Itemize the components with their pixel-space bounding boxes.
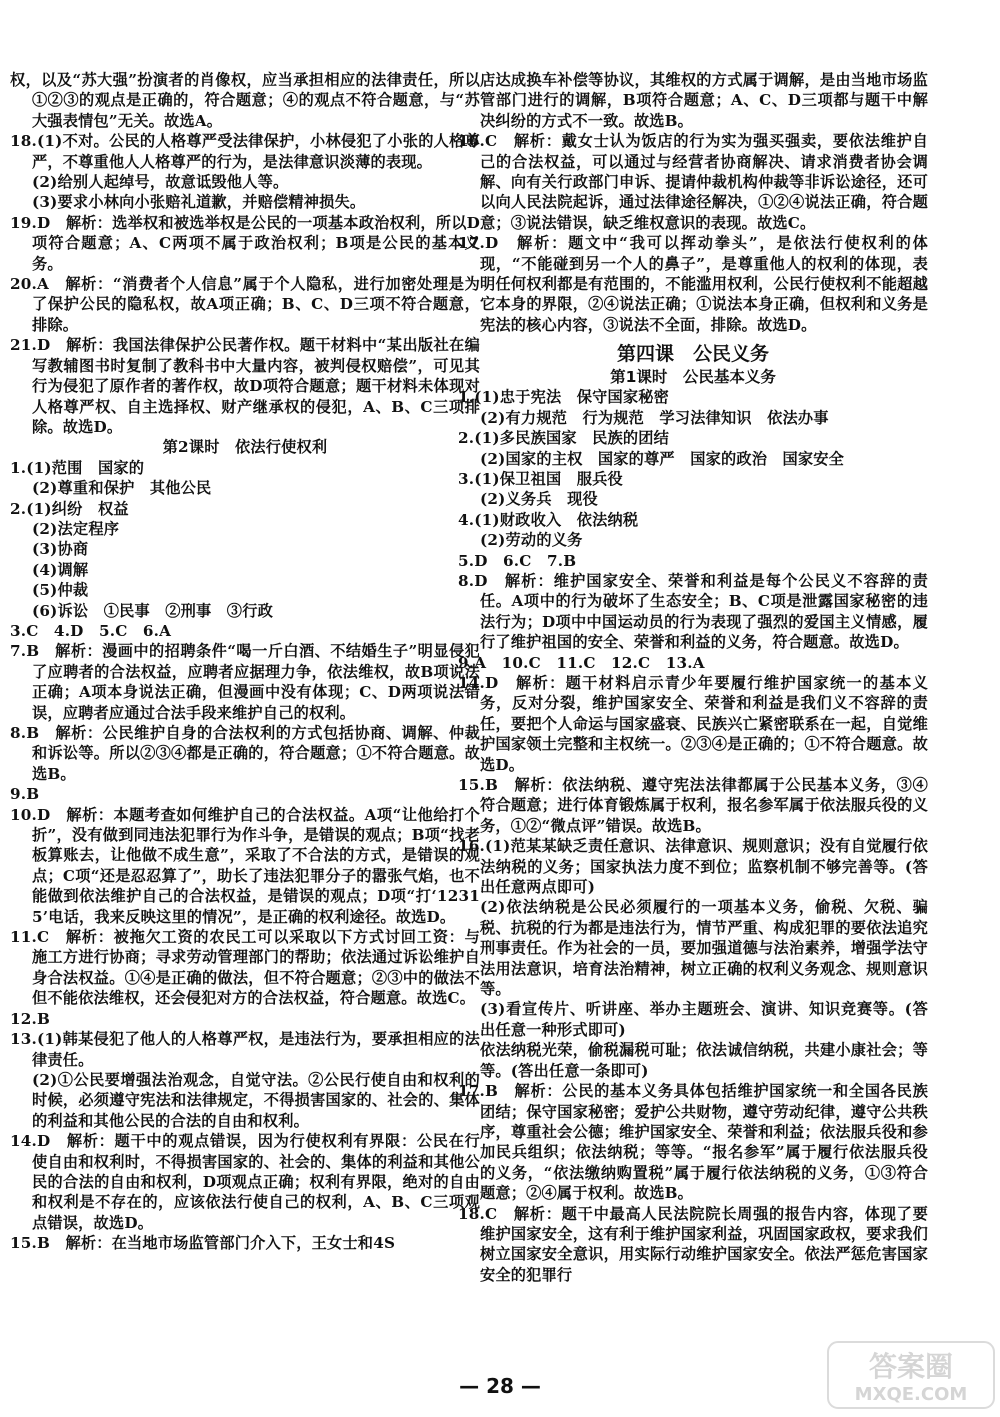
right-paragraph: (2)劳动的义务 <box>480 531 583 550</box>
left-paragraph: (2)①公民要增强法治观念，自觉守法。②公民行使自由和权利的时候，必须遵守宪法和法律规定，不得损害国家的、社会的、集体的利益和其他公民的合法的自由和权利。 <box>32 1070 480 1130</box>
left-paragraph: 3.C 4.D 5.C 6.A <box>10 621 172 640</box>
left-paragraph: (3)协商 <box>32 540 89 559</box>
left-paragraph: 20.A 解析：“消费者个人信息”属于个人隐私，进行加密处理是为了保护公民的隐私权，故A项正确；B、C、D三项不符合题意，排除。 <box>10 275 480 334</box>
right-paragraph: 5.D 6.C 7.B <box>458 551 577 570</box>
right-paragraph: (2)有力规范 行为规范 学习法律知识 依法办事 <box>480 408 829 427</box>
watermark-url: MXQE.COM <box>854 1384 968 1405</box>
left-paragraph: (3)要求小林向小张赔礼道歉，并赔偿精神损失。 <box>32 193 366 212</box>
left-paragraph: (2)尊重和保护 其他公民 <box>32 479 212 498</box>
right-paragraph: 17.D 解析：题文中“我可以挥动拳头”，是依法行使权利的体现，“不能碰到另一个人的鼻子”，是尊重他人的权利的体现，表明任何权利都是有范围的，不能滥用权利，公民行使权利不能超越它本身的界限，②④说法正确；①说法本身正确，但权利和义务是宪法的核心内容，③说法不全面，排除。故选D。 <box>458 234 928 334</box>
right-paragraph: 店达成换车补偿等协议，其维权的方式属于调解，是由当地市场监管部门进行的调解，B项符合题意；A、C、D三项都与题干中解决纠纷的方式不一致。故选B。 <box>480 71 928 130</box>
right-paragraph: 3.(1)保卫祖国 服兵役 <box>458 469 623 488</box>
left-paragraph: 1.(1)范围 国家的 <box>10 458 145 477</box>
left-paragraph: 7.B 解析：漫画中的招聘条件“喝一斤白酒、不结婚生子”明显侵犯了应聘者的合法权益，应聘者应据理力争，依法维权，故B项说法正确；A项本身说法正确，但漫画中没有体现；C、D两项说法错误，应聘者应通过合法手段来维护自己的权利。 <box>10 642 480 722</box>
right-paragraph: (2)义务兵 现役 <box>480 490 598 509</box>
left-paragraph: 权，以及“苏大强”扮演者的肖像权，应当承担相应的法律责任，所以①②③的观点是正确的，符合题意；④的观点不符合题意，与“苏大强表情包”无关。故选A。 <box>10 71 480 130</box>
watermark-title: 答案圈 <box>868 1350 954 1383</box>
left-paragraph: 9.B <box>10 785 40 804</box>
right-paragraph: 18.C 解析：题干中最高人民法院院长周强的报告内容，体现了要维护国家安全，这有利于维护国家利益，巩固国家政权，要求我们树立国家安全意识，用实际行动维护国家安全。依法严惩危害国家安全的犯罪行 <box>458 1204 928 1284</box>
left-paragraph: (4)调解 <box>32 560 89 579</box>
right-paragraph: (3)看宣传片、听讲座、举办主题班会、演讲、知识竞赛等。(答出任意一种形式即可) <box>480 1000 928 1039</box>
left-paragraph: 14.D 解析：题干中的观点错误，因为行使权利有界限：公民在行使自由和权利时，不得损害国家的、社会的、集体的利益和其他公民的合法的自由和权利，D项观点正确；权利有界限，绝对的自由和权利是不存在的，应该依法行使自己的权利，A、B、C三项观点错误，故选D。 <box>10 1132 480 1232</box>
right-paragraph: 16.C 解析：戴女士认为饭店的行为实为强买强卖，要依法维护自己的合法权益，可以通过与经营者协商解决、请求消费者协会调解、向有关行政部门申诉、提请仲裁机构仲裁等非诉讼途径，还可以向人民法院起诉，通过法律途径解决，①②④说法正确，符合题意；③说法错误，缺乏维权意识的表现。故选C。 <box>458 132 928 232</box>
left-paragraph: 2.(1)纠纷 权益 <box>10 499 129 518</box>
left-paragraph: (6)诉讼 ①民事 ②刑事 ③行政 <box>32 601 273 620</box>
right-paragraph: 第1课时 公民基本义务 <box>610 368 776 387</box>
right-paragraph: 8.D 解析：维护国家安全、荣誉和利益是每个公民义不容辞的责任。A项中的行为破坏了生态安全；B、C项是泄露国家秘密的违法行为；D项中中国运动员的行为表现了强烈的爱国主义情感，履行了维护祖国的安全、荣誉和利益的义务，符合题意。故选D。 <box>458 571 928 652</box>
right-paragraph: 17.B 解析：公民的基本义务具体包括维护国家统一和全国各民族团结；保守国家秘密；爱护公共财物，遵守劳动纪律，遵守公共秩序，尊重社会公德；维护国家安全、荣誉和利益；依法服兵役和参加民兵组织；依法纳税；等等。“报名参军”属于履行依法服兵役的义务，“依法缴纳购置税”属于履行依法纳税的义务，①③符合题意；②④属于权利。故选B。 <box>458 1082 928 1203</box>
right-paragraph: 9.A 10.C 11.C 12.C 13.A <box>458 653 705 672</box>
left-paragraph: 10.D 解析：本题考查如何维护自己的合法权益。A项“让他给打个折”，没有做到同违法犯罪行为作斗争，是错误的观点；B项“找老板算账去，让他做不成生意”，采取了不合法的方式，是错误的观点；C项“还是忍忍算了”，助长了违法犯罪分子的嚣张气焰，也不能做到依法维护自己的合法权益，是错误的观点；D项“打‘12315’电话，我来反映这里的情况”，是正确的权利途径。故选D。 <box>10 805 480 926</box>
right-paragraph: 14.D 解析：题干材料启示青少年要履行维护国家统一的基本义务，反对分裂，维护国家安全、荣誉和利益是我们义不容辞的责任，要把个人命运与国家盛衰、民族兴亡紧密联系在一起，自觉维护国家领土完整和主权统一。②③④是正确的；①不符合题意。故选D。 <box>458 673 928 774</box>
left-paragraph: (5)仲裁 <box>32 581 89 600</box>
left-paragraph: (2)法定程序 <box>32 519 120 538</box>
left-paragraph: 15.B 解析：在当地市场监管部门介入下，王女士和4S <box>10 1234 396 1253</box>
left-paragraph: 第2课时 依法行使权利 <box>162 438 328 457</box>
right-paragraph: 16.(1)范某某缺乏责任意识、法律意识、规则意识；没有自觉履行依法纳税的义务；国家执法力度不到位；监察机制不够完善等。(答出任意两点即可) <box>458 837 928 897</box>
right-paragraph: (2)依法纳税是公民必须履行的一项基本义务，偷税、欠税、骗税、抗税的行为都是违法行为，情节严重、构成犯罪的要依法追究刑事责任。作为社会的一员，要加强道德与法治素养，增强学法守法用法意识，培育法治精神，树立正确的权利义务观念、规则意识等。 <box>480 898 928 999</box>
left-paragraph: 19.D 解析：选举权和被选举权是公民的一项基本政治权利，所以D项符合题意；A、C两项不属于政治权利；B项是公民的基本义务。 <box>10 213 480 273</box>
right-paragraph: 15.B 解析：依法纳税、遵守宪法法律都属于公民基本义务，③④符合题意；进行体育锻炼属于权利，报名参军属于依法服兵役的义务，①②“微点评”错误。故选B。 <box>458 776 928 835</box>
right-paragraph: 依法纳税光荣，偷税漏税可耻；依法诚信纳税，共建小康社会；等等。(答出任意一条即可) <box>480 1041 928 1080</box>
left-paragraph: 13.(1)韩某侵犯了他人的人格尊严权，是违法行为，要承担相应的法律责任。 <box>10 1030 480 1069</box>
left-paragraph: 8.B 解析：公民维护自身的合法权利的方式包括协商、调解、仲裁和诉讼等。所以②③④都是正确的，符合题意；①不符合题意。故选B。 <box>10 724 480 783</box>
right-paragraph: 第四课 公民义务 <box>616 343 769 366</box>
watermark-logo <box>826 1340 996 1410</box>
right-column <box>458 70 928 1285</box>
left-paragraph: 21.D 解析：我国法律保护公民著作权。题干材料中“某出版社在编写教辅图书时复制了教科书中大量内容，被判侵权赔偿”，可见其行为侵犯了原作者的著作权，故D项符合题意；题干材料未体现对人格尊严权、自主选择权、财产继承权的侵犯，A、B、C三项排除。故选D。 <box>10 336 480 436</box>
left-paragraph: 11.C 解析：被拖欠工资的农民工可以采取以下方式讨回工资：与施工方进行协商；寻求劳动管理部门的帮助；依法通过诉讼维护自身合法权益。①④是正确的做法，但不符合题意；②③中的做法不但不能依法维权，还会侵犯对方的合法权益，符合题意。故选C。 <box>10 928 480 1008</box>
page-number: — 28 — <box>459 1374 541 1398</box>
left-paragraph: 12.B <box>10 1009 51 1028</box>
right-paragraph: 4.(1)财政收入 依法纳税 <box>458 510 639 529</box>
left-column <box>10 70 480 1254</box>
right-paragraph: 1.(1)忠于宪法 保守国家秘密 <box>458 388 670 407</box>
right-paragraph: (2)国家的主权 国家的尊严 国家的政治 国家安全 <box>480 449 845 468</box>
left-paragraph: (2)给别人起绰号，故意诋毁他人等。 <box>32 173 289 192</box>
right-paragraph: 2.(1)多民族国家 民族的团结 <box>458 429 670 448</box>
left-paragraph: 18.(1)不对。公民的人格尊严受法律保护，小林侵犯了小张的人格尊严，不尊重他人人格尊严的行为，是法律意识淡薄的表现。 <box>10 132 480 171</box>
